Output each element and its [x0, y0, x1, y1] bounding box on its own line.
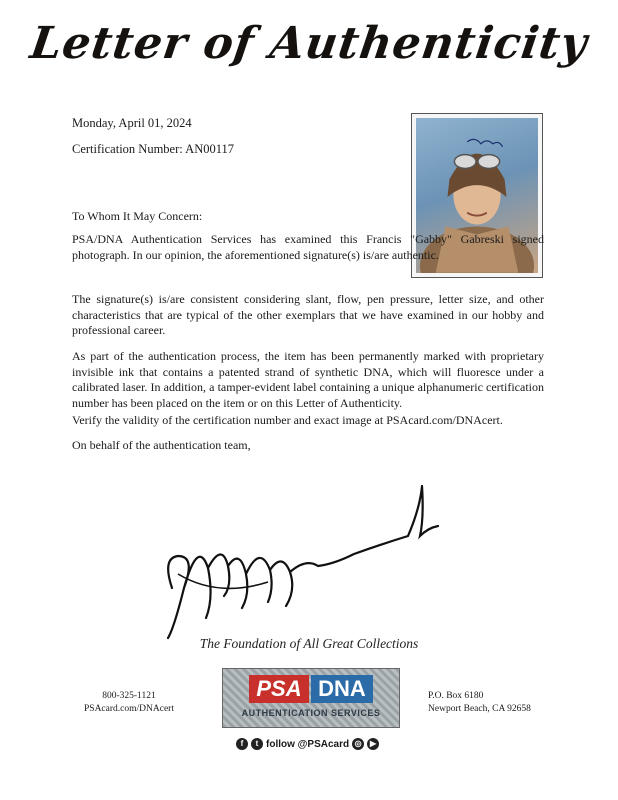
contact-left	[84, 690, 174, 716]
psa-dna-logo	[222, 668, 400, 728]
handwritten-signature	[158, 478, 448, 643]
social-bar	[236, 735, 379, 753]
tagline: The Foundation of All Great Collections	[199, 636, 419, 651]
certification-number: Certification Number: AN00117	[72, 142, 235, 156]
facebook-icon[interactable]: f	[236, 738, 248, 750]
paragraph-consistency: The signature(s) is/are consistent considering slant, flow, pen pressure, letter size, and other characteristics that are typical of the other exemplars that we have examined in our hobby and professional career.	[72, 292, 544, 337]
twitter-icon[interactable]: t	[251, 738, 263, 750]
paragraph-verify: Verify the validity of the certification number and exact image at PSAcard.com/DNAcert.	[72, 413, 503, 427]
dna-logo-text: DNA	[311, 675, 373, 703]
city-address: Newport Beach, CA 92658	[428, 704, 531, 714]
logo-services-text: AUTHENTICATION SERVICES	[241, 708, 381, 718]
youtube-icon[interactable]: ▶	[367, 738, 379, 750]
letter-date: Monday, April 01, 2024	[72, 116, 192, 130]
po-box: P.O. Box 6180	[428, 691, 484, 701]
paragraph-closing: On behalf of the authentication team,	[72, 438, 251, 452]
instagram-icon[interactable]: ◎	[352, 738, 364, 750]
letter-title: Letter of Authenticity	[27, 18, 591, 69]
contact-right	[428, 690, 531, 716]
paragraph-examination: PSA/DNA Authentication Services has examined this Francis "Gabby" Gabreski signed photograph. In our opinion, the aforementioned signature(s) is/are authentic.	[72, 232, 544, 262]
greeting: To Whom It May Concern:	[72, 209, 203, 223]
paragraph-process: As part of the authentication process, the item has been permanently marked with proprietary invisible ink that contains a patented strand of synthetic DNA, which will fluoresce under a calibrated laser. In addition, a tamper-evident label containing a unique alphanumeric certification number has been placed on the item or on this Letter of Authenticity.	[72, 349, 544, 410]
psa-logo-text: PSA	[249, 675, 309, 703]
phone-number: 800-325-1121	[102, 691, 156, 701]
social-handle[interactable]: follow @PSAcard	[266, 738, 350, 750]
website-link[interactable]: PSAcard.com/DNAcert	[84, 704, 174, 714]
